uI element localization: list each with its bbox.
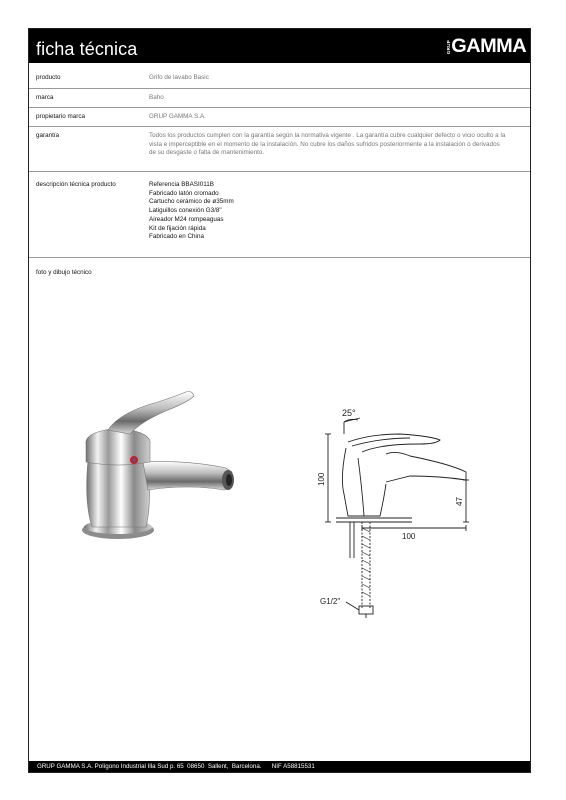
logo-grup-text: GRUP <box>445 39 451 55</box>
label-producto: producto <box>36 74 61 81</box>
spec-line: Fabricado latón cromado <box>149 189 219 197</box>
value-marca: Baho <box>149 94 164 101</box>
page-title: ficha técnica <box>36 39 138 59</box>
reach-label: 100 <box>402 532 416 541</box>
divider <box>29 171 530 172</box>
garantia-line: Todos los productos cumplen con la garantía según la normativa vigente . La garantía cubre cualquier defecto o vicio oculto a la <box>149 132 506 139</box>
thread-label: G1/2" <box>320 597 341 606</box>
label-garantia: garantía <box>36 132 60 139</box>
height-label: 100 <box>317 472 326 486</box>
spec-line: Referencia BBASI011B <box>149 181 214 188</box>
footer-bar: GRUP GAMMA S.A. Polígono Industrial Illa Sud p. 65 08650 Sallent, Barcelona. NIF A58815531 <box>29 761 530 772</box>
angle-label: 25° <box>342 408 356 418</box>
faucet-photo <box>48 372 248 552</box>
value-propietario: GRUP GAMMA S.A. <box>149 113 206 120</box>
value-descripcion <box>149 181 527 242</box>
logo-gamma-text: GAMMA <box>450 36 526 57</box>
spout-height-label: 47 <box>455 497 464 506</box>
divider <box>29 88 530 89</box>
garantia-line: vista e imperceptible en el momento de la instalación. No cubre los daños sufridos posteriormente a la instalación o derivados <box>149 140 500 148</box>
label-foto: foto y dibujo técnico <box>36 269 92 276</box>
label-descripcion: descripción técnica producto <box>36 181 116 188</box>
divider <box>29 107 530 108</box>
divider <box>29 257 530 258</box>
spec-line: Latiguillos conexión G3/8" <box>149 207 222 215</box>
garantia-line: de su desgaste o falta de mantenimiento. <box>149 149 265 157</box>
spec-line: Cartucho cerámico de ø35mm <box>149 198 234 206</box>
header-bar <box>29 29 530 63</box>
label-propietario: propietario marca <box>36 113 85 120</box>
spec-line: Kit de fijación rápida <box>149 224 206 232</box>
label-marca: marca <box>36 94 54 101</box>
gamma-logo <box>446 38 524 56</box>
spec-line: Aireador M24 rompeaguas <box>149 215 224 223</box>
value-garantia <box>149 132 527 158</box>
divider <box>29 126 530 127</box>
technical-drawing <box>300 398 480 628</box>
spec-line: Fabricado en China <box>149 233 204 241</box>
value-producto: Grifo de lavabo Basic <box>149 74 209 81</box>
